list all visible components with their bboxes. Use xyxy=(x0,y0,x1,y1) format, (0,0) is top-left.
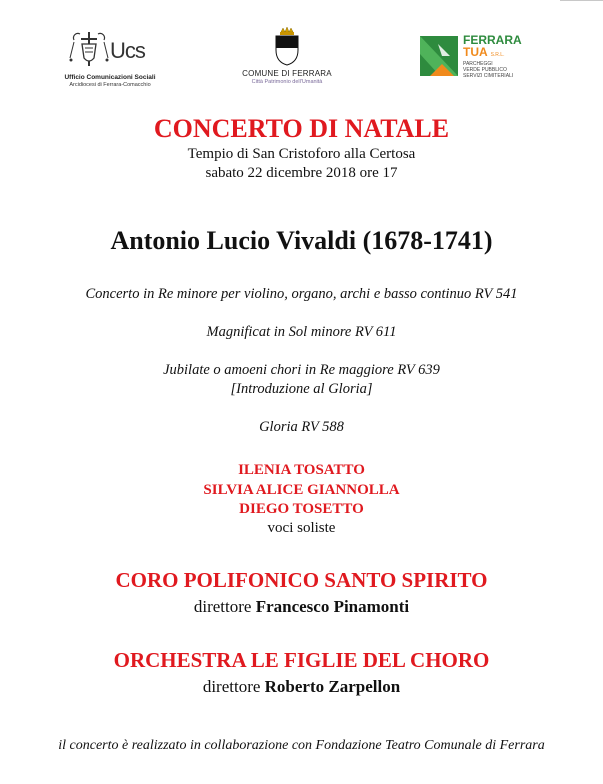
soloists-role: voci soliste xyxy=(267,520,336,536)
program-work: Magnificat in Sol minore RV 611 xyxy=(206,324,397,340)
ucs-name: Ufficio Comunicazioni Sociali xyxy=(64,74,156,81)
soloist-name: SILVIA ALICE GIANNOLLA xyxy=(203,482,400,498)
ferrara-tua-title-line1: FERRARA xyxy=(463,33,522,47)
ferrara-tua-mark-icon xyxy=(420,36,458,76)
program-work: Concerto in Re minore per violino, organo, archi e basso continuo RV 541 xyxy=(85,286,518,302)
program-work: Gloria RV 588 xyxy=(259,419,344,435)
concert-title: CONCERTO DI NATALE xyxy=(153,114,450,143)
diocese-crest-icon xyxy=(66,30,112,70)
ferrara-tua-service: VERDE PUBBLICO xyxy=(463,67,507,73)
choir-director xyxy=(0,597,603,617)
concert-venue: Tempio di San Cristoforo alla Certosa xyxy=(187,146,416,162)
ferrara-tua-service: PARCHEGGI xyxy=(463,61,493,67)
ferrara-tua-srl: S.R.L. xyxy=(490,52,505,58)
concert-datetime: sabato 22 dicembre 2018 ore 17 xyxy=(205,165,398,181)
top-edge-rule xyxy=(560,0,603,1)
soloist-name: ILENIA TOSATTO xyxy=(238,462,365,478)
orchestra-director-name: Roberto Zarpellon xyxy=(264,677,401,696)
ucs-subtitle: Arcidiocesi di Ferrara-Comacchio xyxy=(69,82,151,88)
ferrara-tua-title-line2: TUA xyxy=(463,45,488,59)
orchestra-director-label: direttore xyxy=(202,677,261,696)
comune-name: COMUNE DI FERRARA xyxy=(242,69,332,78)
composer-name: Antonio Lucio Vivaldi (1678-1741) xyxy=(110,226,493,255)
comune-ferrara-logo xyxy=(232,26,342,94)
orchestra-name: ORCHESTRA LE FIGLIE DEL CHORO xyxy=(113,648,490,672)
orchestra-director xyxy=(0,677,603,697)
choir-name: CORO POLIFONICO SANTO SPIRITO xyxy=(115,568,488,592)
ferrara-tua-logo xyxy=(420,34,540,82)
ferrara-tua-services xyxy=(463,61,513,79)
choir-director-label: direttore xyxy=(193,597,252,616)
ucs-logo xyxy=(60,30,160,92)
ferrara-tua-title xyxy=(463,34,522,61)
soloist-name: DIEGO TOSETTO xyxy=(239,501,364,517)
comune-subtitle: Città Patrimonio dell'Umanità xyxy=(251,79,323,85)
program-work: Jubilate o amoeni chori in Re maggiore RV 639 xyxy=(163,362,440,378)
ferrara-tua-title-line2-wrap xyxy=(463,46,522,61)
program-work-note: [Introduzione al Gloria] xyxy=(230,381,373,397)
collaboration-footer: il concerto è realizzato in collaborazione con Fondazione Teatro Comunale di Ferrara xyxy=(58,738,545,753)
ferrara-tua-service: SERVIZI CIMITERIALI xyxy=(463,73,514,79)
ucs-mark-text: Ucs xyxy=(110,38,145,63)
choir-director-name: Francesco Pinamonti xyxy=(255,597,410,616)
ferrara-crest-icon xyxy=(272,26,302,66)
